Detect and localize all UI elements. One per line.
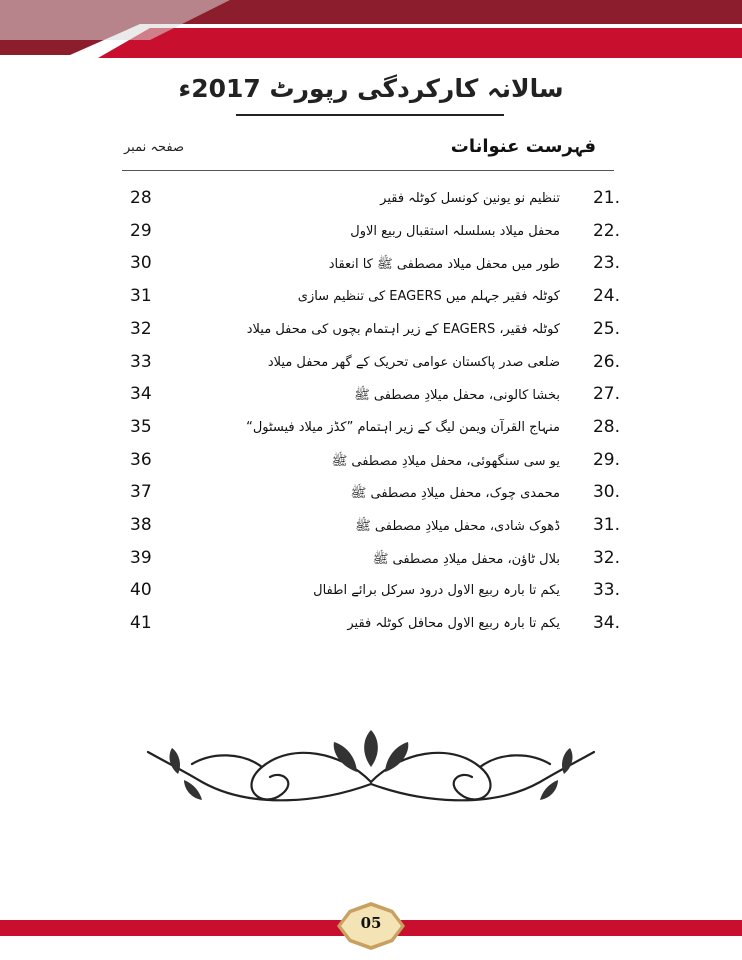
toc-entry-number: 29. [592, 449, 620, 470]
toc-entry [120, 415, 620, 445]
toc-entry-page: 36 [130, 449, 152, 470]
toc-entry [120, 350, 620, 380]
toc-entry-number: 24. [592, 286, 620, 307]
toc-entry-number: 26. [592, 351, 620, 372]
toc-entry-title: منہاج القرآن ویمن لیگ کے زیر اہتمام ”کڈز میلاد فیسٹول“ [246, 419, 560, 435]
toc-entry-title: بخشا کالونی، محفل میلادِ مصطفی ﷺ [354, 388, 560, 404]
toc-entry [120, 546, 620, 576]
toc-entry-number: 30. [592, 482, 620, 503]
toc-entry [120, 611, 620, 641]
header-divider [122, 170, 614, 171]
toc-entry-number: 32. [592, 547, 620, 568]
toc-entry-title: کوٹلہ فقیر، EAGERS کے زیر اہتمام بچوں کی محفل میلاد [246, 321, 560, 337]
toc-entry-number: 25. [592, 318, 620, 339]
toc-entry [120, 382, 620, 412]
toc-entry-page: 40 [130, 580, 152, 601]
toc-entry-title: تنظیم نو یونین کونسل کوٹلہ فقیر [380, 191, 560, 206]
top-decorative-band [0, 0, 742, 62]
toc-entry-page: 38 [130, 515, 152, 535]
toc-entry [120, 284, 620, 314]
toc-entry-number: 33. [592, 580, 620, 601]
toc-entry-page: 35 [130, 416, 152, 437]
toc-entry-title: یو سی سنگھوئی، محفل میلادِ مصطفی ﷺ [331, 453, 560, 469]
toc-entry [120, 219, 620, 249]
toc-entry-number: 22. [592, 220, 620, 241]
toc-entry-page: 37 [130, 482, 152, 503]
toc-entry [120, 513, 620, 543]
page-number-heading: صفحہ نمبر [124, 140, 184, 155]
toc-entry [120, 317, 620, 347]
toc-entry-page: 28 [130, 188, 152, 208]
toc-entry [120, 448, 620, 478]
toc-entry-page: 41 [130, 613, 152, 634]
toc-entry-title: ضلعی صدر پاکستان عوامی تحریک کے گھر محفل میلاد [267, 354, 560, 370]
toc-entry-title: ڈھوک شادی، محفل میلادِ مصطفی ﷺ [355, 519, 560, 534]
toc-entry-number: 21. [592, 188, 620, 208]
page-number: 05 [360, 914, 382, 932]
report-title: سالانہ کارکردگی رپورٹ 2017ء [178, 74, 564, 103]
toc-entry-page: 29 [130, 220, 152, 241]
toc-entry-title: یکم تا بارہ ربیع الاول محافل کوٹلہ فقیر [347, 616, 560, 632]
toc-entry-title: محفل میلاد بسلسلہ استقبال ربیع الاول [350, 223, 560, 239]
title-underline [236, 114, 504, 116]
toc-entry-title: یکم تا بارہ ربیع الاول درود سرکل برائے اطفال [313, 583, 560, 599]
flourish-ornament [142, 722, 600, 820]
toc-entry-page: 30 [130, 253, 152, 274]
toc-entry [120, 251, 620, 281]
toc-entry [120, 578, 620, 608]
toc-entry [120, 186, 620, 216]
toc-entry-page: 31 [130, 286, 152, 307]
toc-entry-page: 33 [130, 351, 152, 372]
toc-entry-number: 28. [592, 416, 620, 437]
toc-entry-title: کوٹلہ فقیر جہلم میں EAGERS کی تنظیم سازی [297, 289, 560, 305]
toc-entry-page: 34 [130, 384, 152, 405]
toc-entry-number: 23. [592, 253, 620, 274]
toc-entry-title: طور میں محفل میلاد مصطفی ﷺ کا انعقاد [328, 257, 560, 273]
toc-entry-page: 39 [130, 547, 152, 568]
toc-heading: فہرست عنوانات [450, 136, 596, 157]
toc-entry-number: 34. [592, 613, 620, 634]
toc-entry-number: 27. [592, 384, 620, 405]
toc-entry-title: بلال ٹاؤن، محفل میلادِ مصطفی ﷺ [372, 551, 560, 567]
toc-entry-page: 32 [130, 318, 152, 339]
toc-entry-title: محمدی چوک، محفل میلادِ مصطفی ﷺ [350, 486, 560, 502]
toc-entry [120, 480, 620, 510]
toc-entry-number: 31. [592, 515, 620, 535]
